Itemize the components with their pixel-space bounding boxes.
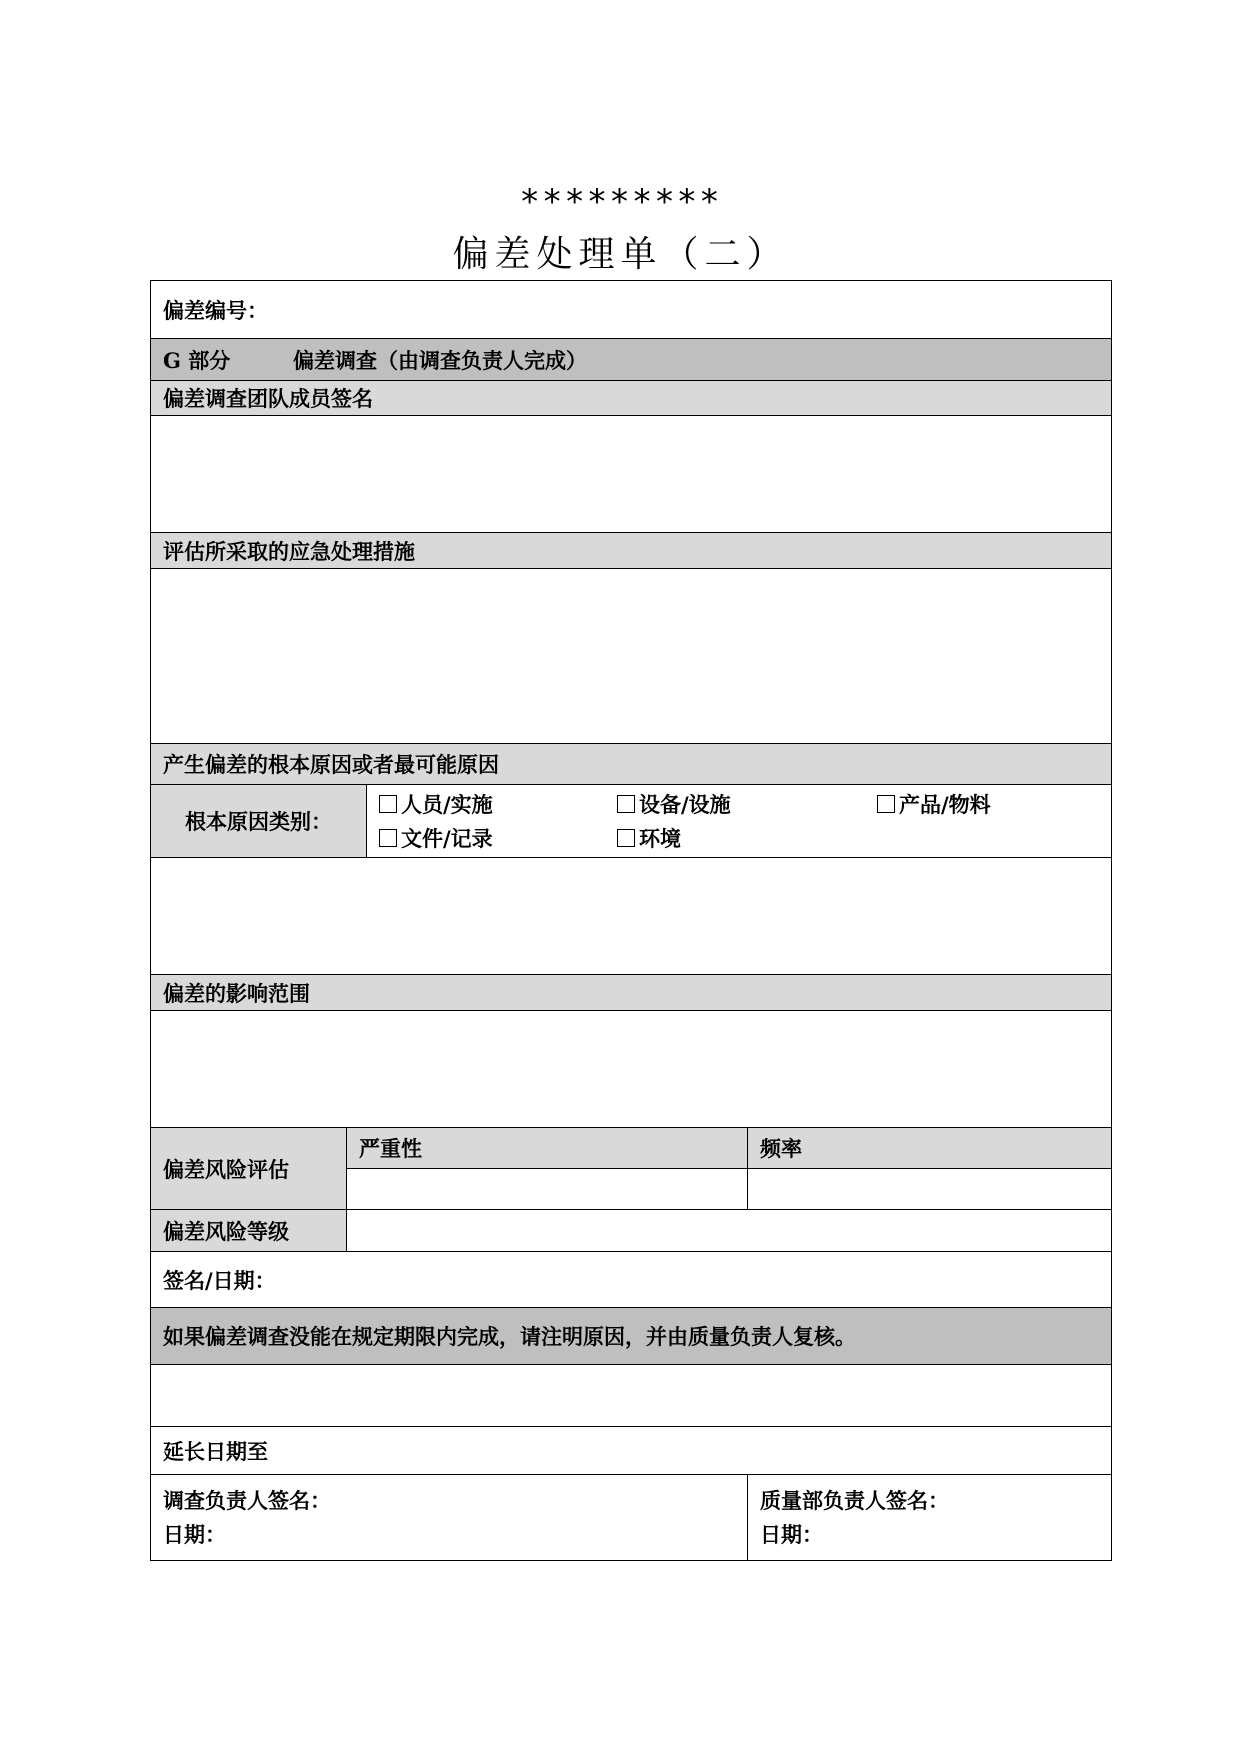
- checkbox-icon: [877, 795, 895, 813]
- qa-sign-field[interactable]: [748, 1475, 1112, 1561]
- checkbox-icon: [617, 795, 635, 813]
- severity-label: 严重性: [347, 1128, 748, 1169]
- checkbox-personnel[interactable]: 人员/实施: [379, 789, 617, 819]
- deviation-form: [150, 280, 1112, 1561]
- section-code: G 部分: [163, 347, 231, 373]
- checkbox-icon: [617, 829, 635, 847]
- investigator-sign-field[interactable]: [151, 1475, 748, 1561]
- checkbox-icon: [379, 795, 397, 813]
- impact-field[interactable]: [151, 1011, 1112, 1128]
- document-title: 偏差处理单（二）: [452, 234, 789, 275]
- team-sign-field[interactable]: [151, 416, 1112, 533]
- sign-date-field[interactable]: [151, 1252, 1112, 1308]
- header-stars: *********: [519, 182, 722, 222]
- checkbox-environment[interactable]: 环境: [617, 823, 877, 853]
- section-title: 偏差调查（由调查负责人完成）: [293, 347, 587, 373]
- root-cause-category-label: 根本原因类别：: [151, 785, 367, 858]
- deviation-number-field[interactable]: [151, 281, 1112, 339]
- checkbox-product-material[interactable]: 产品/物料: [877, 789, 1077, 819]
- root-cause-category-options: [367, 785, 1112, 858]
- risk-eval-label: 偏差风险评估: [151, 1128, 347, 1210]
- extend-date-label: 延长日期至: [163, 1438, 268, 1464]
- root-cause-field[interactable]: [151, 858, 1112, 975]
- section-header: [151, 339, 1112, 381]
- risk-level-field[interactable]: [347, 1210, 1112, 1252]
- checkbox-icon: [379, 829, 397, 847]
- frequency-label: 频率: [748, 1128, 1112, 1169]
- checkbox-document-record[interactable]: 文件/记录: [379, 823, 617, 853]
- qa-date-label: 日期：: [760, 1521, 823, 1547]
- risk-level-label: 偏差风险等级: [151, 1210, 347, 1252]
- qa-sign-label: 质量部负责人签名：: [760, 1487, 949, 1513]
- sign-date-label: 签名/日期：: [163, 1267, 276, 1293]
- investigator-sign-label: 调查负责人签名：: [163, 1487, 331, 1513]
- root-cause-label: 产生偏差的根本原因或者最可能原因: [151, 744, 1112, 785]
- frequency-field[interactable]: [748, 1169, 1112, 1210]
- team-sign-label: 偏差调查团队成员签名: [151, 381, 1112, 416]
- checkbox-equipment[interactable]: 设备/设施: [617, 789, 877, 819]
- emergency-eval-label: 评估所采取的应急处理措施: [151, 533, 1112, 569]
- severity-field[interactable]: [347, 1169, 748, 1210]
- extend-date-field[interactable]: [151, 1427, 1112, 1475]
- overdue-note: 如果偏差调查没能在规定期限内完成，请注明原因，并由质量负责人复核。: [151, 1308, 1112, 1365]
- deviation-number-label: 偏差编号：: [163, 297, 268, 323]
- impact-label: 偏差的影响范围: [151, 975, 1112, 1011]
- emergency-eval-field[interactable]: [151, 569, 1112, 744]
- overdue-reason-field[interactable]: [151, 1365, 1112, 1427]
- investigator-date-label: 日期：: [163, 1521, 226, 1547]
